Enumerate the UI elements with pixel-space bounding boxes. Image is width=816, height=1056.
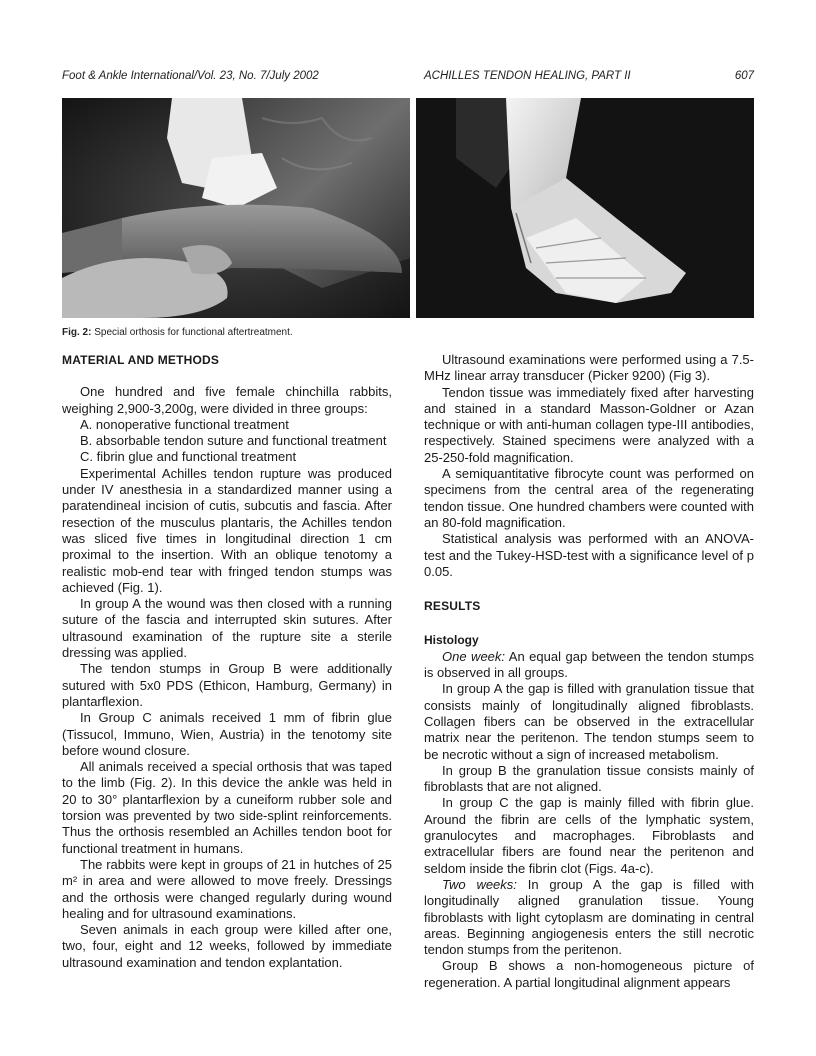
group-item-a: A. nonoperative functional treatment — [80, 416, 289, 432]
paragraph: Group B shows a non-homogeneous picture of regeneration. A partial longitudinal alignment appears — [424, 958, 754, 990]
paragraph: The rabbits were kept in groups of 21 in hutches of 25 m² in area and were allowed to move freely. Dressings and the orthosis were changed regularly during wound healing and for ultrasound examinations. — [62, 856, 392, 921]
orthosis-photo-right — [416, 98, 754, 318]
paragraph: The tendon stumps in Group B were additionally sutured with 5x0 PDS (Ethicon, Hamburg, Germany) in plantarflexion. — [62, 661, 392, 709]
group-item-c: C. fibrin glue and functional treatment — [80, 449, 297, 465]
paragraph: All animals received a special orthosis that was taped to the limb (Fig. 2). In this device the ankle was held in 20 to 30° plantarflexion by a cuneiform rubber sole and torsion was prevented by two side-splint reinforcements. Thus the orthosis resembled an Achilles tendon boot for functional treatment in humans. — [62, 759, 392, 856]
paragraph: In Group C animals received 1 mm of fibrin glue (Tissucol, Immuno, Wien, Austria) in the tenotomy site before wound closure. — [62, 710, 392, 758]
group-item-b: B. absorbable tendon suture and functional treatment — [80, 433, 387, 449]
paragraph: In group A the wound was then closed with a running suture of the fascia and interrupted skin sutures. After ultrasound examination of the rupture site a sterile dressing was applied. — [62, 596, 392, 661]
journal-citation: Foot & Ankle International/Vol. 23, No. 7/July 2002 — [62, 70, 319, 82]
section-heading-results: RESULTS — [424, 599, 481, 614]
orthosis-photo-left — [62, 98, 410, 318]
paragraph: Tendon tissue was immediately fixed after harvesting and stained in a standard Masson-Goldner or Azan technique or with anti-human collagen type-III antibodies, respectively. Stained specimens were analyzed with a 25-250-fold magnification. — [424, 384, 754, 465]
paragraph: Ultrasound examinations were performed using a 7.5-MHz linear array transducer (Picker 9200) (Fig 3). — [424, 352, 754, 384]
page-number: 607 — [734, 70, 754, 82]
paragraph: Seven animals in each group were killed after one, two, four, eight and 12 weeks, followed by immediate ultrasound examination and tendon explantation. — [62, 922, 392, 970]
paragraph: In group C the gap is mainly filled with fibrin glue. Around the fibrin are cells of the lymphatic system, granulocytes and macrophages. Fibroblasts and extracellular fibers are found near the peritenon and seldom inside the fibrin clot (Figs. 4a-c). — [424, 795, 754, 876]
one-week-text: An equal gap between the tendon stumps is observed in all groups. — [424, 648, 754, 681]
paragraph: In group B the granulation tissue consists mainly of fibroblasts that are not aligned. — [424, 762, 754, 795]
left-column — [62, 352, 392, 971]
paragraph: Experimental Achilles tendon rupture was produced under IV anesthesia in a standardized manner using a paratendineal incision of cutis, subcutis and fascia. After resection of the musculus plantaris, the Achilles tendon was sliced five times in longitudinal direction 1 cm proximal to the insertion. With an oblique tenotomy a realistic mob-end tear with fringed tendon stumps was achieved (Fig. 1). — [62, 465, 392, 595]
section-heading-methods: MATERIAL AND METHODS — [62, 353, 220, 367]
paragraph: In group A the gap is filled with granulation tissue that consists mainly of longitudinally aligned fibroblasts. Collagen fibers can be observed in the extracellular matrix near the peritenon. The tendon stumps seem to be necrotic without a sign of increased metabolism. — [424, 681, 754, 762]
two-weeks-label: Two weeks: — [442, 876, 517, 892]
paragraph: A semiquantitative fibrocyte count was performed on specimens from the central area of the regenerating tendon tissue. One hundred chambers were counted with an 80-fold magnification. — [424, 466, 754, 530]
paragraph: Statistical analysis was performed with an ANOVA-test and the Tukey-HSD-test with a significance level of p 0.05. — [424, 531, 754, 579]
figure-label: Fig. 2: — [62, 327, 92, 338]
paragraph-one-week — [424, 649, 754, 682]
running-header — [62, 70, 754, 86]
methods-intro: One hundred and five female chinchilla rabbits, weighing 2,900-3,200g, were divided in three groups: — [62, 384, 392, 416]
running-title: ACHILLES TENDON HEALING, PART II — [424, 70, 631, 82]
two-weeks-text: In group A the gap is filled with longitudinally aligned granulation tissue. Young fibroblasts with light cytoplasm are dominating in central areas. Beginning angiogenesis enters the still necrotic tendon stumps from the peritenon. — [424, 876, 754, 958]
figure-caption — [62, 327, 293, 338]
figure-photo-left — [62, 98, 410, 318]
figure-photo-right — [416, 98, 754, 318]
paragraph-two-weeks — [424, 877, 754, 958]
one-week-label: One week: — [442, 648, 506, 664]
figure-caption-text: Special orthosis for functional aftertreatment. — [94, 327, 293, 338]
subsection-heading-histology: Histology — [424, 633, 479, 648]
right-column — [424, 352, 754, 991]
